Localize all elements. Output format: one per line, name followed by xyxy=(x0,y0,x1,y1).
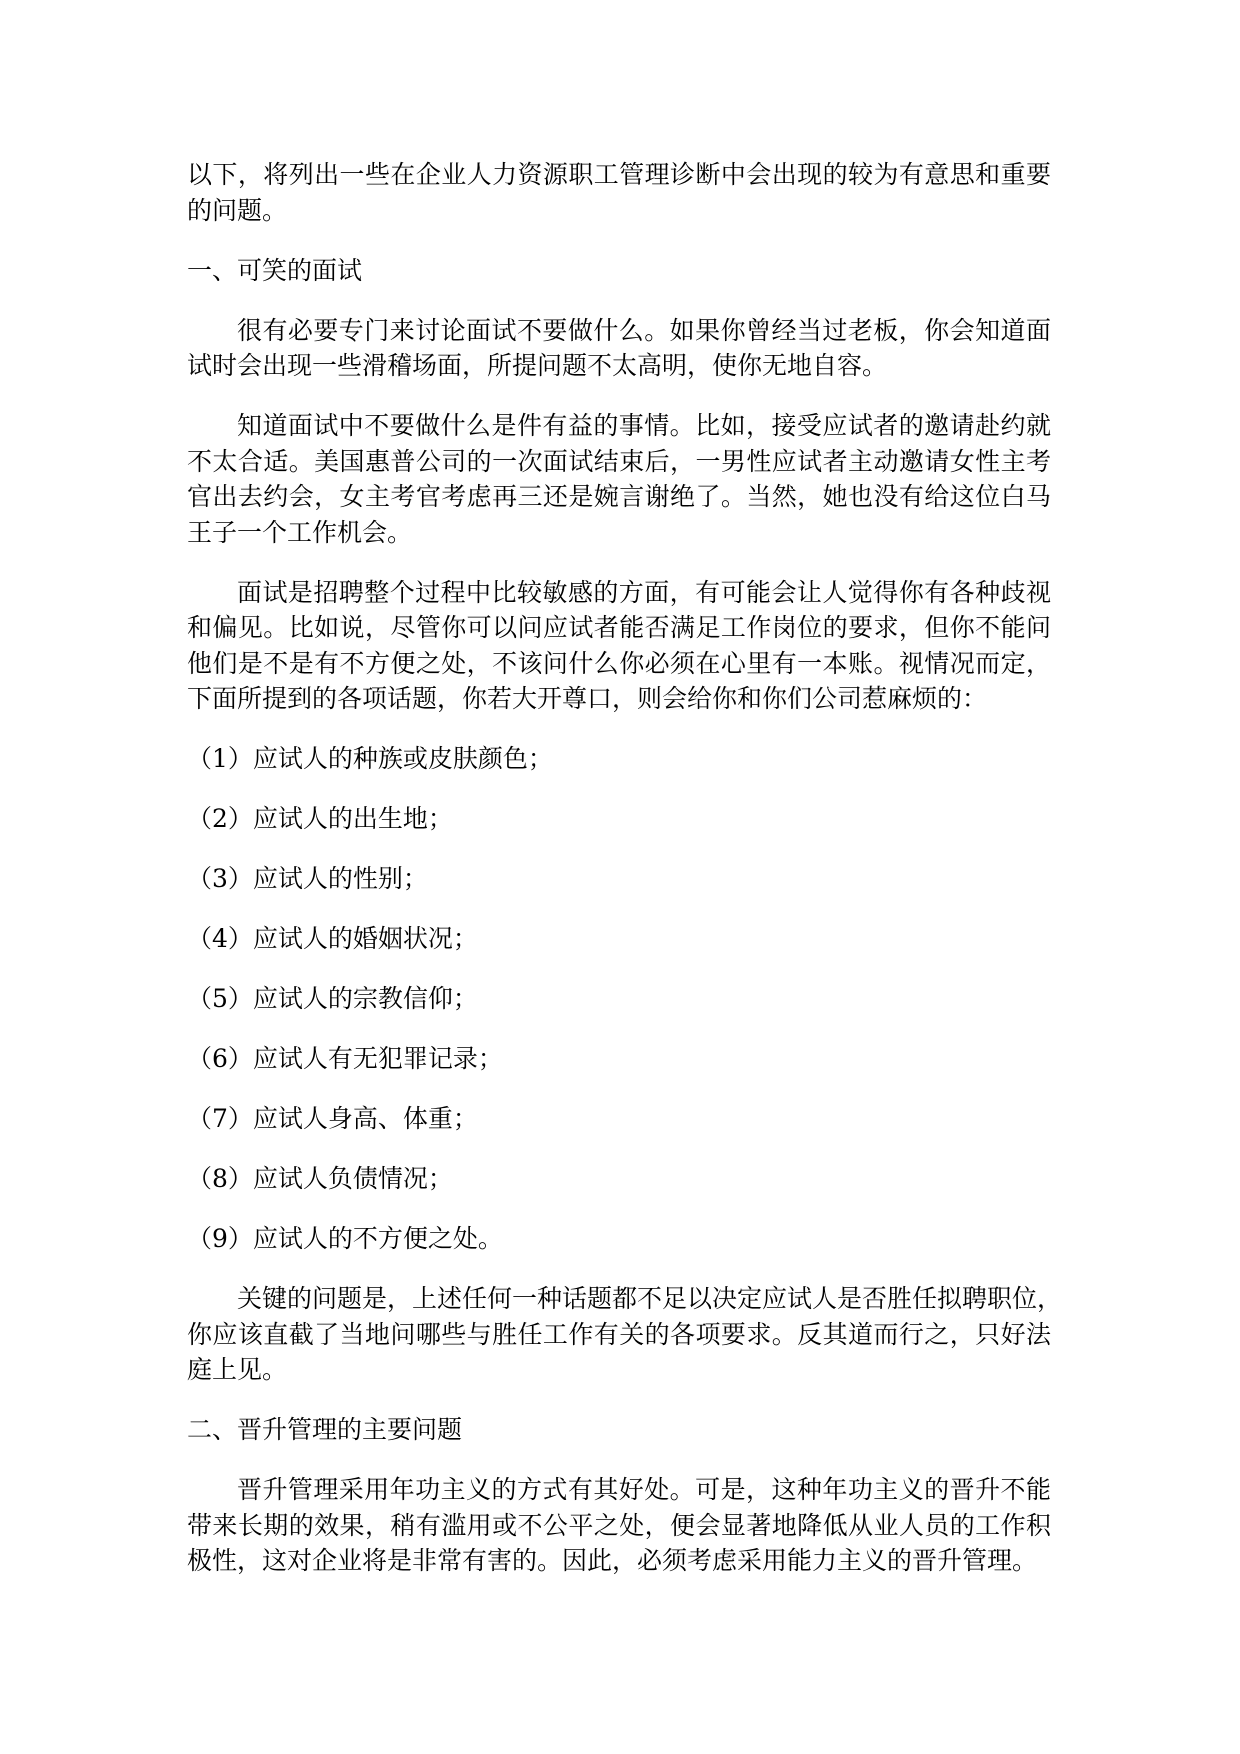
list-item-text: （8）应试人负债情况； xyxy=(187,1164,453,1193)
text-line: 关键的问题是，上述任何一种话题都不足以决定应试人是否胜任拟聘职位， xyxy=(237,1284,1063,1313)
section-heading xyxy=(187,1412,1051,1448)
text-line: 试时会出现一些滑稽场面，所提问题不太高明，使你无地自容。 xyxy=(187,351,888,380)
list-item-text: （7）应试人身高、体重； xyxy=(187,1104,478,1133)
text-line: 他们是不是有不方便之处，不该问什么你必须在心里有一本账。视情况而定， xyxy=(187,648,1051,678)
list-item-text: （6）应试人有无犯罪记录； xyxy=(187,1044,503,1073)
text-line: 很有必要专门来讨论面试不要做什么。如果你曾经当过老板，你会知道面 xyxy=(237,315,1051,345)
paragraph xyxy=(187,1281,1063,1388)
list-item xyxy=(187,1161,1051,1197)
paragraph xyxy=(187,575,1051,717)
heading-text: 一、可笑的面试 xyxy=(187,255,363,285)
list-item-text: （3）应试人的性别； xyxy=(187,864,428,893)
text-line: 晋升管理采用年功主义的方式有其好处。可是，这种年功主义的晋升不能 xyxy=(237,1475,1051,1504)
heading-text: 二、晋升管理的主要问题 xyxy=(187,1415,463,1444)
text-line: 不太合适。美国惠普公司的一次面试结束后，一男性应试者主动邀请女性主考 xyxy=(187,446,1051,476)
text-line: 下面所提到的各项话题，你若大开尊口，则会给你和你们公司惹麻烦的： xyxy=(187,684,988,713)
list-item xyxy=(187,741,1051,777)
list-item-text: （2）应试人的出生地； xyxy=(187,804,453,833)
text-line: 以下，将列出一些在企业人力资源职工管理诊断中会出现的较为有意思和重要 xyxy=(187,160,1051,189)
text-line: 极性，这对企业将是非常有害的。因此，必须考虑采用能力主义的晋升管理。 xyxy=(187,1546,1038,1575)
list-item-text: （1）应试人的种族或皮肤颜色； xyxy=(187,744,553,773)
text-line: 王子一个工作机会。 xyxy=(187,517,413,547)
document-page xyxy=(187,157,1063,1603)
list-item xyxy=(187,921,1051,957)
intro-paragraph xyxy=(187,157,1051,228)
text-line: 你应该直截了当地问哪些与胜任工作有关的各项要求。反其道而行之，只好法 xyxy=(187,1319,1051,1349)
text-line: 面试是招聘整个过程中比较敏感的方面，有可能会让人觉得你有各种歧视 xyxy=(237,577,1051,607)
list-item xyxy=(187,981,1051,1017)
list-item xyxy=(187,861,1051,897)
list-item-text: （5）应试人的宗教信仰； xyxy=(187,984,478,1013)
section-heading xyxy=(187,253,1051,289)
paragraph xyxy=(187,313,1051,384)
list-item xyxy=(187,1221,1051,1257)
text-line: 官出去约会，女主考官考虑再三还是婉言谢绝了。当然，她也没有给这位白马 xyxy=(187,482,1051,511)
paragraph xyxy=(187,408,1051,550)
list-item xyxy=(187,1041,1051,1077)
paragraph xyxy=(187,1472,1051,1579)
list-item xyxy=(187,1101,1051,1137)
list-item-text: （9）应试人的不方便之处。 xyxy=(187,1224,503,1253)
text-line: 和偏见。比如说，尽管你可以问应试者能否满足工作岗位的要求，但你不能问 xyxy=(187,613,1051,642)
text-line: 带来长期的效果，稍有滥用或不公平之处，便会显著地降低从业人员的工作积 xyxy=(187,1510,1051,1540)
list-item-text: （4）应试人的婚姻状况； xyxy=(187,924,478,953)
list-item xyxy=(187,801,1051,837)
text-line: 的问题。 xyxy=(187,195,288,225)
text-line: 知道面试中不要做什么是件有益的事情。比如，接受应试者的邀请赴约就 xyxy=(237,411,1051,440)
text-line: 庭上见。 xyxy=(187,1355,288,1384)
